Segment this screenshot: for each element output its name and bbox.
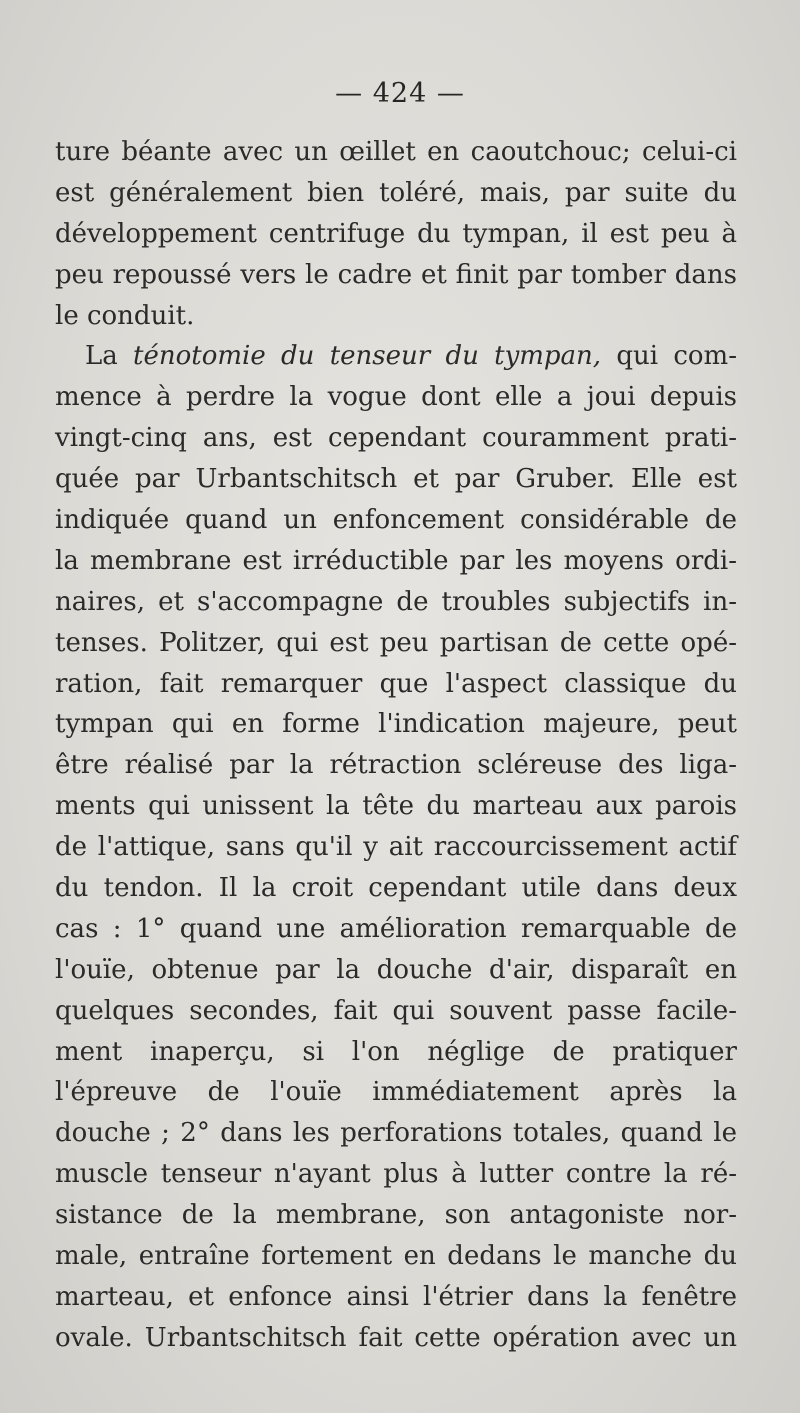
- text-line: développement centrifuge du tympan, il est peu à: [55, 218, 737, 249]
- text-line: est généralement bien toléré, mais, par suite du: [55, 177, 737, 208]
- text-line: ture béante avec un œillet en caoutchouc; celui-ci: [55, 137, 737, 167]
- text-line: indiquée quand un enfoncement considérable de: [55, 505, 737, 536]
- text-line: tenses. Politzer, qui est peu partisan de cette opé-: [55, 627, 737, 658]
- text-line: male, entraîne fortement en dedans le manche du: [55, 1241, 737, 1272]
- italic-term: ténotomie du tenseur du tympan,: [133, 341, 602, 372]
- text-line: muscle tenseur n'ayant plus à lutter contre la ré-: [55, 1159, 737, 1190]
- text-line: sistance de la membrane, son antagoniste nor-: [55, 1200, 737, 1231]
- text-line: être réalisé par la rétraction scléreuse des liga-: [55, 750, 737, 781]
- body-text: [55, 132, 737, 1359]
- text-segment: La: [85, 341, 134, 372]
- text-line: [55, 336, 737, 377]
- text-line: ments qui unissent la tête du marteau aux parois: [55, 791, 737, 822]
- text-line: tympan qui en forme l'indication majeure, peut: [55, 709, 737, 740]
- text-line: la membrane est irréductible par les moyens ordi-: [55, 545, 737, 576]
- text-line: cas : 1° quand une amélioration remarquable de: [55, 913, 737, 944]
- text-line: ment inaperçu, si l'on néglige de pratiquer: [55, 1036, 737, 1067]
- text-line: naires, et s'accompagne de troubles subjectifs in-: [55, 586, 737, 617]
- text-line: l'épreuve de l'ouïe immédiatement après la: [55, 1077, 737, 1108]
- text-line: peu repoussé vers le cadre et finit par tomber dans: [55, 259, 737, 290]
- text-line: vingt-cinq ans, est cependant couramment prati-: [55, 423, 737, 454]
- text-segment: qui com-: [601, 341, 737, 372]
- page-number: — 424 —: [335, 78, 465, 109]
- text-line: ration, fait remarquer que l'aspect classique du: [55, 668, 737, 699]
- text-line: l'ouïe, obtenue par la douche d'air, disparaît en: [55, 954, 737, 985]
- text-line: mence à perdre la vogue dont elle a joui depuis: [55, 382, 737, 413]
- text-line: ovale. Urbantschitsch fait cette opération avec un: [55, 1322, 737, 1353]
- text-line: de l'attique, sans qu'il y ait raccourcissement actif: [55, 832, 737, 863]
- text-line: le conduit.: [55, 300, 195, 331]
- text-line: du tendon. Il la croit cependant utile dans deux: [55, 873, 737, 904]
- text-line: marteau, et enfonce ainsi l'étrier dans la fenêtre: [55, 1281, 737, 1312]
- text-line: quelques secondes, fait qui souvent passe facile-: [55, 995, 737, 1026]
- text-line: douche ; 2° dans les perforations totales, quand le: [55, 1118, 737, 1149]
- text-line: quée par Urbantschitsch et par Gruber. Elle est: [55, 464, 737, 495]
